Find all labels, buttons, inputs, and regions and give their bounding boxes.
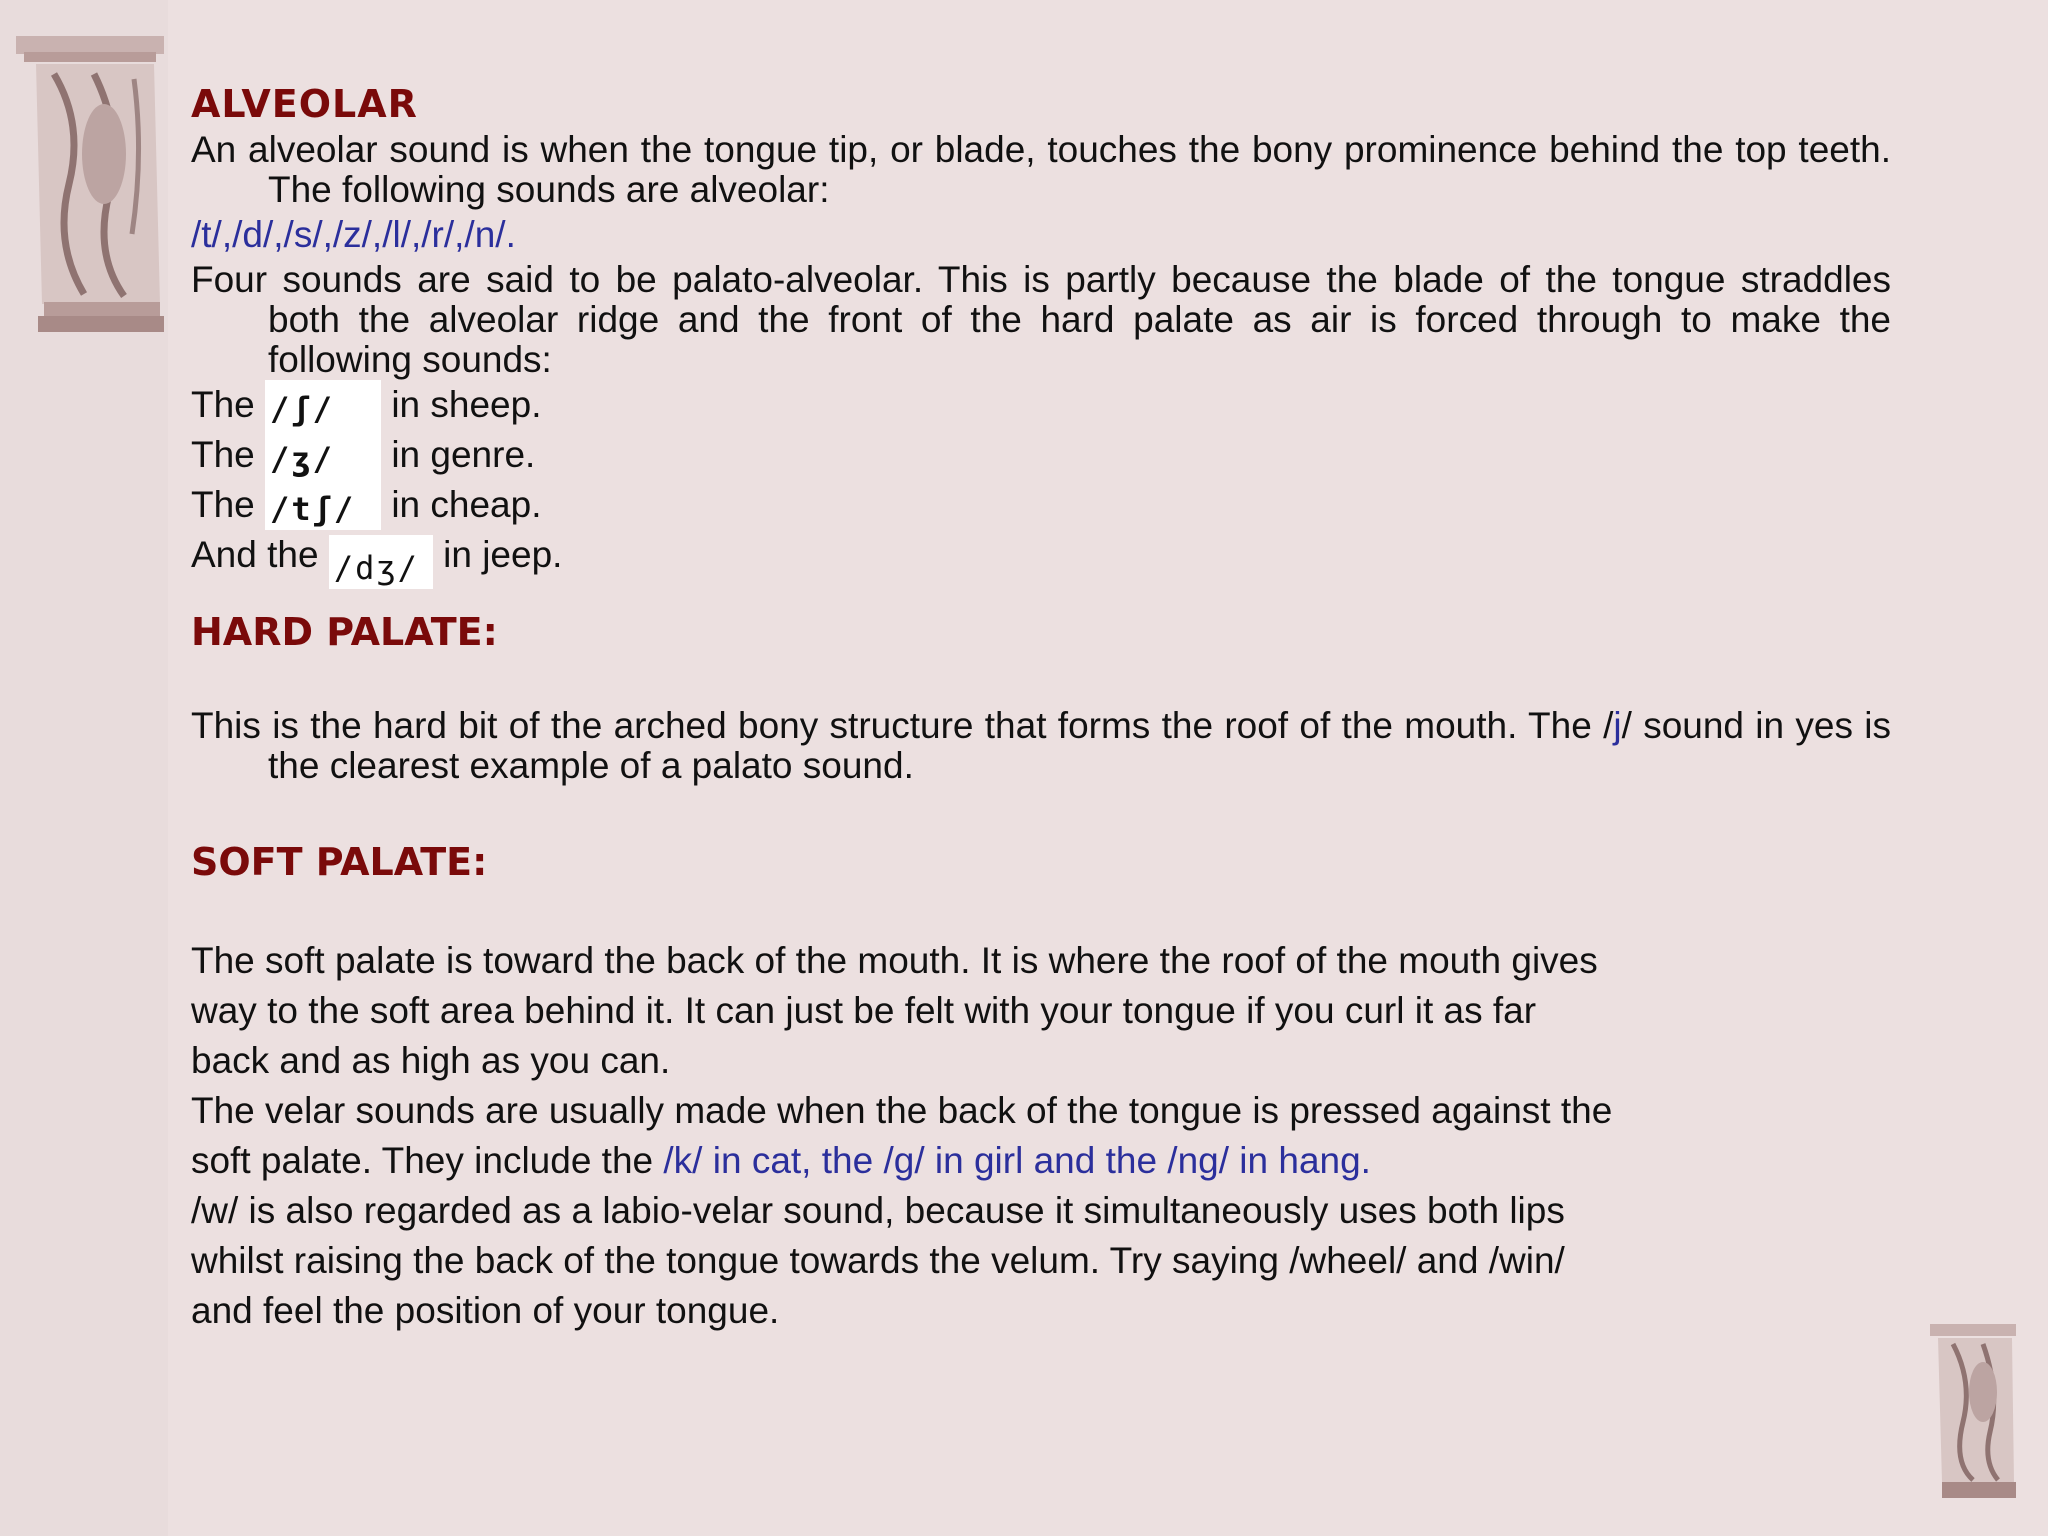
example-prefix: The xyxy=(191,384,255,425)
ipa-symbol: /dʒ/ xyxy=(333,549,419,587)
example-prefix: And the xyxy=(191,534,319,575)
example-line xyxy=(191,380,1891,430)
hard-palate-heading: HARD PALATE: xyxy=(191,610,498,654)
soft-palate-heading: SOFT PALATE: xyxy=(191,840,488,884)
corbel-ornament-top xyxy=(14,34,166,336)
example-suffix: in sheep. xyxy=(391,384,542,425)
ipa-symbol-image xyxy=(265,480,381,530)
palato-alveolar-intro: Four sounds are said to be palato-alveolar. This is partly because the blade of the tongue straddles both the alveolar ridge and the front of the hard palate as air is forced through to make the following sounds: xyxy=(191,259,1891,380)
hard-palate-highlight: j xyxy=(1613,705,1622,746)
alveolar-sounds-list: /t/,/d/,/s/,/z/,/l/,/r/,/n/. xyxy=(191,214,516,255)
hard-palate-text-end: / sound in yes is the clearest example of a palato sound. xyxy=(268,705,1891,786)
example-line xyxy=(191,530,1891,608)
palato-examples xyxy=(191,380,1891,608)
ipa-symbol-image xyxy=(265,380,381,430)
soft-palate-line: way to the soft area behind it. It can just be felt with your tongue if you curl it as far xyxy=(191,990,1537,1031)
example-line xyxy=(191,480,1891,530)
example-prefix: The xyxy=(191,484,255,525)
labio-velar-line: whilst raising the back of the tongue towards the velum. Try saying /wheel/ and /win/ xyxy=(191,1240,1565,1281)
ipa-symbol: /ʒ/ xyxy=(270,440,334,478)
soft-palate-line: back and as high as you can. xyxy=(191,1040,671,1081)
ipa-symbol-image xyxy=(329,535,433,589)
example-suffix: in jeep. xyxy=(443,534,563,575)
labio-velar-line: and feel the position of your tongue. xyxy=(191,1290,780,1331)
alveolar-heading: ALVEOLAR xyxy=(191,82,418,126)
hard-palate-text-start: This is the hard bit of the arched bony structure that forms the roof of the mouth. The / xyxy=(191,705,1614,746)
soft-palate-line: The velar sounds are usually made when the back of the tongue is pressed against the xyxy=(191,1090,1613,1131)
example-line xyxy=(191,430,1891,480)
hard-palate-text xyxy=(191,706,1891,786)
velar-prefix: soft palate. They include the xyxy=(191,1140,664,1181)
soft-palate-body xyxy=(191,936,1891,1336)
example-suffix: in genre. xyxy=(391,434,536,475)
alveolar-intro: An alveolar sound is when the tongue tip, or blade, touches the bony prominence behind the top teeth. The following sounds are alveolar: xyxy=(191,129,1891,210)
ipa-symbol: /tʃ/ xyxy=(270,490,356,528)
corbel-ornament-bottom xyxy=(1928,1322,2018,1502)
example-prefix: The xyxy=(191,434,255,475)
ipa-symbol-image xyxy=(265,430,381,480)
soft-palate-line: The soft palate is toward the back of the mouth. It is where the roof of the mouth gives xyxy=(191,940,1598,981)
ipa-symbol: /ʃ/ xyxy=(270,390,334,428)
velar-examples-line xyxy=(191,1136,1891,1186)
velar-highlight: /k/ in cat, the /g/ in girl and the /ng/ in hang. xyxy=(663,1140,1371,1181)
labio-velar-line: /w/ is also regarded as a labio-velar sound, because it simultaneously uses both lips xyxy=(191,1190,1565,1231)
slide-content xyxy=(191,80,1891,1336)
example-suffix: in cheap. xyxy=(391,484,542,525)
